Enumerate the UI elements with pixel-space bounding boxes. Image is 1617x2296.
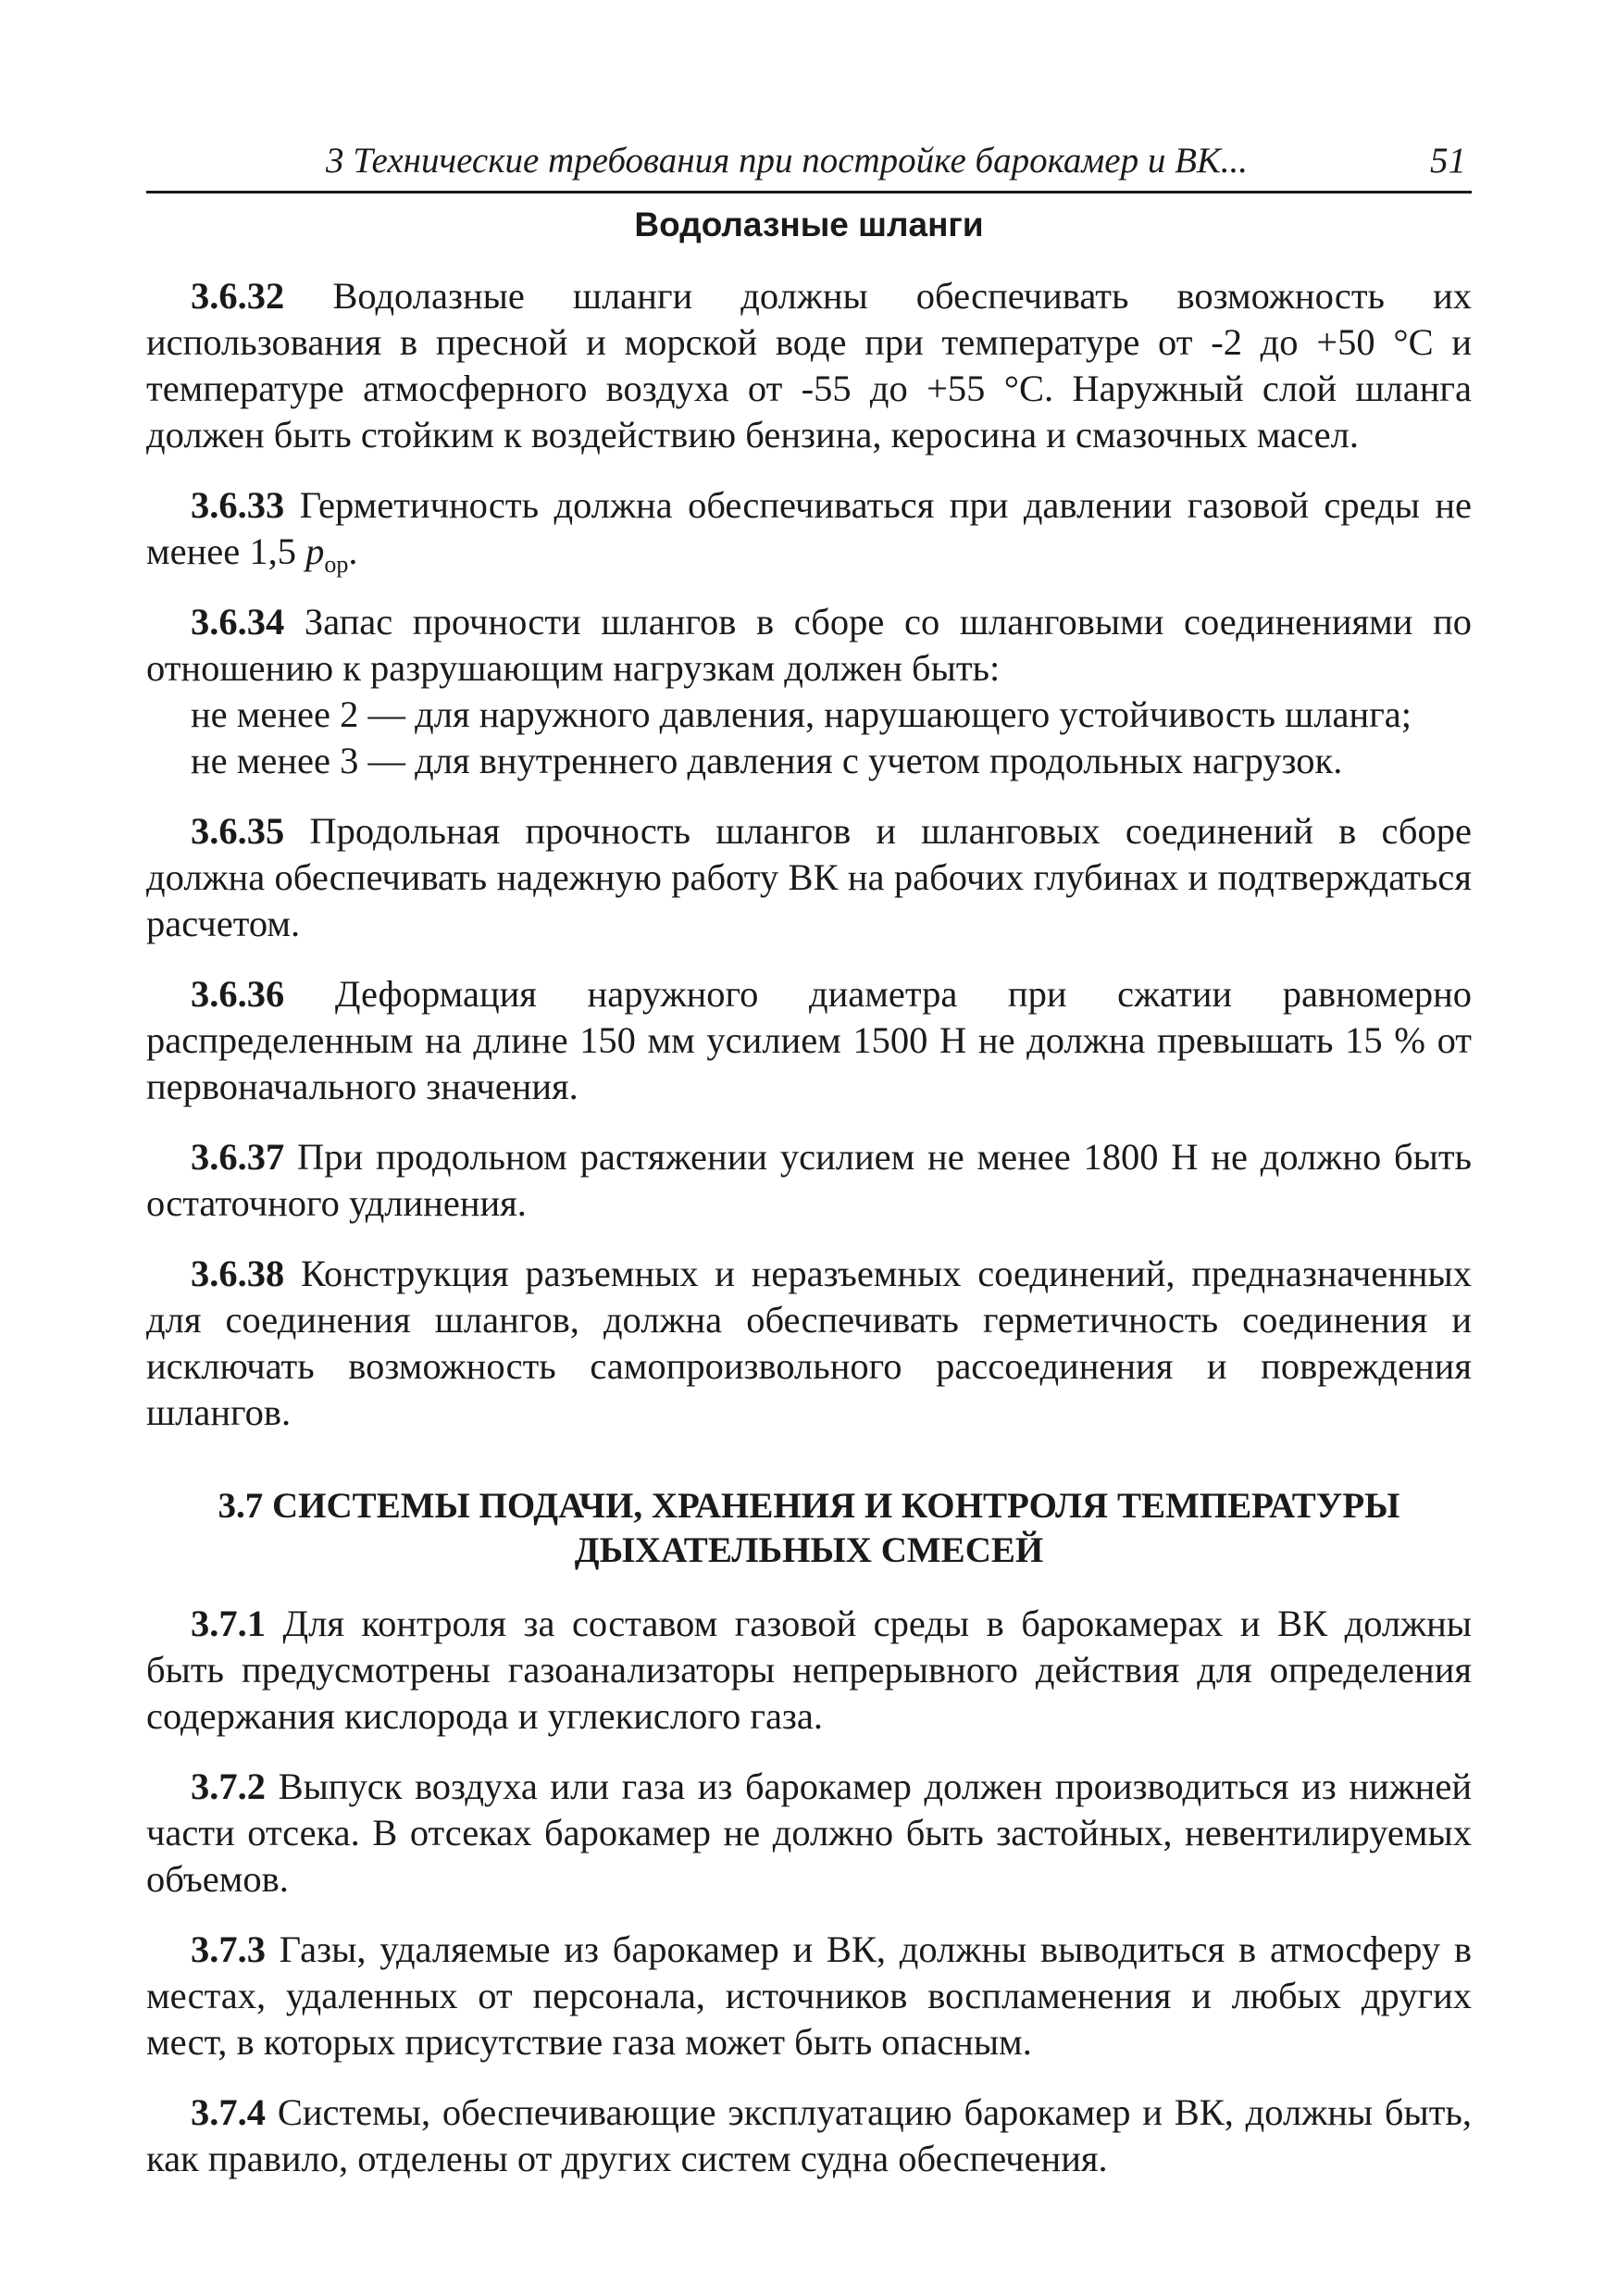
paragraph — [146, 1601, 1472, 1740]
paragraph — [146, 1134, 1472, 1227]
paragraph — [146, 2090, 1472, 2182]
running-header — [146, 139, 1472, 193]
paragraph — [146, 1927, 1472, 2065]
page-number: 51 — [1430, 141, 1466, 181]
clause-number: 3.6.34 — [191, 601, 285, 643]
clause-number: 3.6.36 — [191, 973, 285, 1015]
paragraph — [146, 1251, 1472, 1436]
clause-text: Водолазные шланги должны обеспечивать возможность их использования в пресной и морской воде при температуре от -2 до +50 °С и температуре атмосферного воздуха от -55 до +55 °С. Наружный слой шланга должен быть стойким к воздействию бензина, керосина и смазочных масел. — [146, 275, 1472, 455]
clause-text: Газы, удаляемые из барокамер и ВК, должны выводиться в атмосферу в местах, удаленных от персонала, источников воспламенения и любых других мест, в которых присутствие газа может быть опасным. — [146, 1928, 1472, 2063]
pressure-symbol: p — [305, 530, 325, 572]
clause-text: Конструкция разъемных и неразъемных соединений, предназначенных для соединения шлангов, должна обеспечивать герметичность соединения и исключать возможность самопроизвольного рассоединения и повреждения шлангов. — [146, 1253, 1473, 1433]
subsection-title: Водолазные шланги — [634, 206, 984, 243]
section-title-line: ДЫХАТЕЛЬНЫХ СМЕСЕЙ — [574, 1530, 1044, 1570]
paragraph — [146, 1764, 1472, 1903]
clause-number: 3.6.37 — [191, 1136, 285, 1178]
list-item: не менее 2 — для наружного давления, нарушающего устойчивость шланга; — [191, 693, 1412, 735]
clause-number: 3.6.38 — [191, 1253, 285, 1294]
section-title — [146, 1484, 1472, 1573]
clause-number: 3.7.2 — [191, 1766, 266, 1807]
clause-number: 3.6.32 — [191, 275, 285, 317]
clause-number: 3.7.4 — [191, 2091, 266, 2133]
clause-text: Запас прочности шлангов в сборе со шланговыми соединениями по отношению к разрушающим нагрузкам должен быть: — [146, 601, 1472, 689]
clause-text: Герметичность должна обеспечиваться при давлении газовой среды не менее 1,5 — [146, 484, 1473, 572]
clause-number: 3.7.3 — [191, 1928, 266, 1970]
clause-text: Выпуск воздуха или газа из барокамер должен производиться из нижней части отсека. В отсеках барокамер не должно быть застойных, невентилируемых объемов. — [146, 1766, 1473, 1900]
clause-number: 3.6.35 — [191, 810, 285, 852]
list — [146, 692, 1472, 784]
paragraph — [146, 808, 1472, 947]
paragraph — [146, 273, 1472, 458]
pressure-subscript: ор — [324, 551, 349, 579]
clause-number: 3.7.1 — [191, 1603, 266, 1644]
clause-text: Системы, обеспечивающие эксплуатацию барокамер и ВК, должны быть, как правило, отделены от других систем судна обеспечения. — [146, 2091, 1472, 2179]
paragraph — [146, 971, 1472, 1110]
clause-text: Деформация наружного диаметра при сжатии равномерно распределенным на длине 150 мм усилием 1500 Н не должна превышать 15 % от первоначального значения. — [146, 973, 1472, 1107]
clause-text: Для контроля за составом газовой среды в барокамерах и ВК должны быть предусмотрены газоанализаторы непрерывного действия для определения содержания кислорода и углекислого газа. — [146, 1603, 1473, 1737]
clause-text: Продольная прочность шлангов и шланговых соединений в сборе должна обеспечивать надежную работу ВК на рабочих глубинах и подтверждаться расчетом. — [146, 810, 1472, 944]
document-page — [146, 139, 1472, 2206]
section-title-line: 3.7 СИСТЕМЫ ПОДАЧИ, ХРАНЕНИЯ И КОНТРОЛЯ ТЕМПЕРАТУРЫ — [218, 1486, 1400, 1526]
clause-number: 3.6.33 — [191, 484, 285, 526]
paragraph — [146, 599, 1472, 692]
paragraph — [146, 482, 1473, 579]
running-title: 3 Технические требования при постройке барокамер и ВК... — [326, 141, 1249, 181]
clause-text-end: . — [348, 530, 358, 572]
list-item: не менее 3 — для внутреннего давления с учетом продольных нагрузок. — [191, 740, 1343, 781]
clause-text: При продольном растяжении усилием не менее 1800 Н не должно быть остаточного удлинения. — [146, 1136, 1472, 1224]
